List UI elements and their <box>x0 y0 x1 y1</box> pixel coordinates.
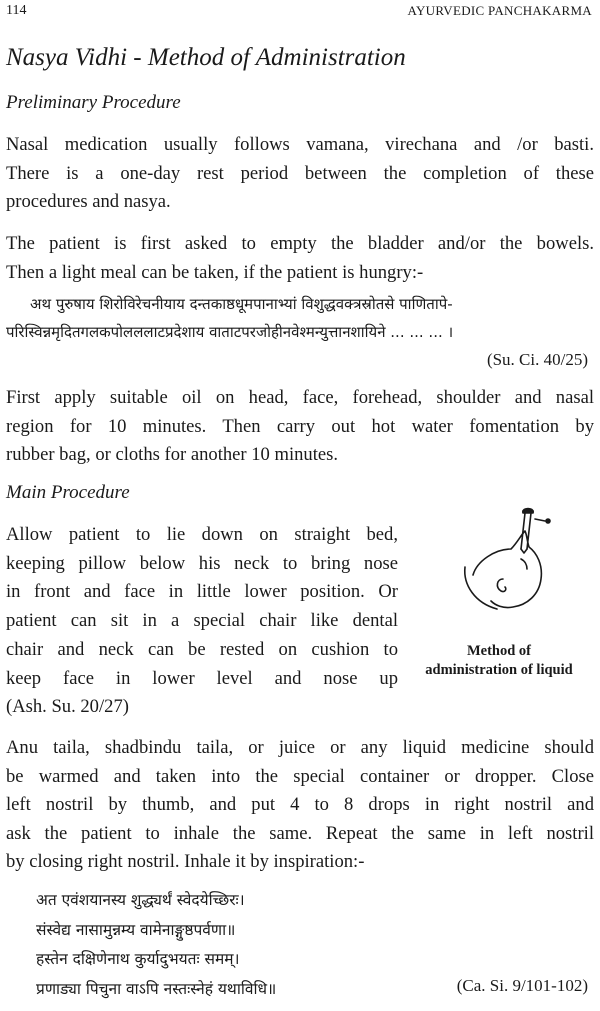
paragraph-liquid-medicine <box>6 734 594 877</box>
text-line: keep face in lower level and nose up <box>6 667 398 689</box>
text-line: ask the patient to inhale the same. Repeat the same in left nostril <box>6 822 594 844</box>
sanskrit-line: परिस्विन्नमृदितगलकपोलललाटप्रदेशाय वाताटपरजोहीनवेश्मन्युत्तानशायिने ... ... ... । <box>6 323 454 341</box>
citation: (Su. Ci. 40/25) <box>486 350 588 369</box>
figure-caption <box>398 642 600 680</box>
text-line: procedures and nasya. <box>6 191 171 212</box>
text-line: keeping pillow below his neck to bring nose <box>6 552 398 574</box>
paragraph-patient-prep <box>6 230 594 287</box>
sanskrit-verse <box>36 886 276 1004</box>
running-title: AYURVEDIC PANCHAKARMA <box>407 3 592 18</box>
text-line: The patient is first asked to empty the bladder and/or the bowels. <box>6 233 594 254</box>
preliminary-heading: Preliminary Procedure <box>6 92 181 113</box>
main-procedure-heading: Main Procedure <box>6 482 130 503</box>
paragraph-oil-application <box>6 384 594 470</box>
verse-line: प्रणाड्या पिचुना वाऽपि नस्तःस्नेहं यथाविधि॥ <box>36 979 277 998</box>
nasya-dropper-illustration <box>455 505 565 635</box>
page-number: 114 <box>6 3 27 18</box>
text-line: in front and face in little lower position. Or <box>6 581 398 603</box>
sanskrit-line: अथ पुरुषाय शिरोविरेचनीयाय दन्तकाष्ठधूमपानाभ्यां विशुद्धवक्त्रस्रोतसे पाणितापे- <box>30 295 453 313</box>
text-line: Nasal medication usually follows vamana, virechana and /or basti. <box>6 134 594 155</box>
paragraph-patient-position <box>6 521 398 722</box>
text-line: Anu taila, shadbindu taila, or juice or any liquid medicine should <box>6 737 594 758</box>
text-line: Then a light meal can be taken, if the patient is hungry:- <box>6 261 424 283</box>
text-line: left nostril by thumb, and put 4 to 8 drops in right nostril and <box>6 794 594 815</box>
text-line: patient can sit in a special chair like dental <box>6 610 398 632</box>
caption-line: administration of liquid <box>425 662 573 678</box>
text-line: There is a one-day rest period between the completion of these <box>6 162 594 184</box>
verse-line: हस्तेन दक्षिणेनाथ कुर्यादुभयतः समम्। <box>36 950 240 968</box>
verse-line: संस्वेद्य नासामुन्नम्य वामेनाङ्गुष्ठपर्वणा॥ <box>36 920 236 939</box>
section-title: Nasya Vidhi - Method of Administration <box>6 44 406 71</box>
text-line: be warmed and taken into the special container or dropper. Close <box>6 765 594 787</box>
text-line: First apply suitable oil on head, face, forehead, shoulder and nasal <box>6 387 594 408</box>
text-line: chair and neck can be rested on cushion to <box>6 638 398 660</box>
text-line: (Ash. Su. 20/27) <box>6 696 129 718</box>
text-line: Allow patient to lie down on straight bed, <box>6 524 398 545</box>
text-line: by closing right nostril. Inhale it by inspiration:- <box>6 851 365 872</box>
text-line: rubber bag, or cloths for another 10 minutes. <box>6 444 339 465</box>
paragraph-nasal-medication <box>6 131 594 217</box>
caption-line: Method of <box>466 643 532 659</box>
citation: (Ca. Si. 9/101-102) <box>456 976 588 995</box>
text-line: region for 10 minutes. Then carry out hot water fomentation by <box>6 415 594 437</box>
verse-line: अत एवंशयानस्य शुद्ध्यर्थं स्वेदयेच्छिरः। <box>36 891 245 909</box>
